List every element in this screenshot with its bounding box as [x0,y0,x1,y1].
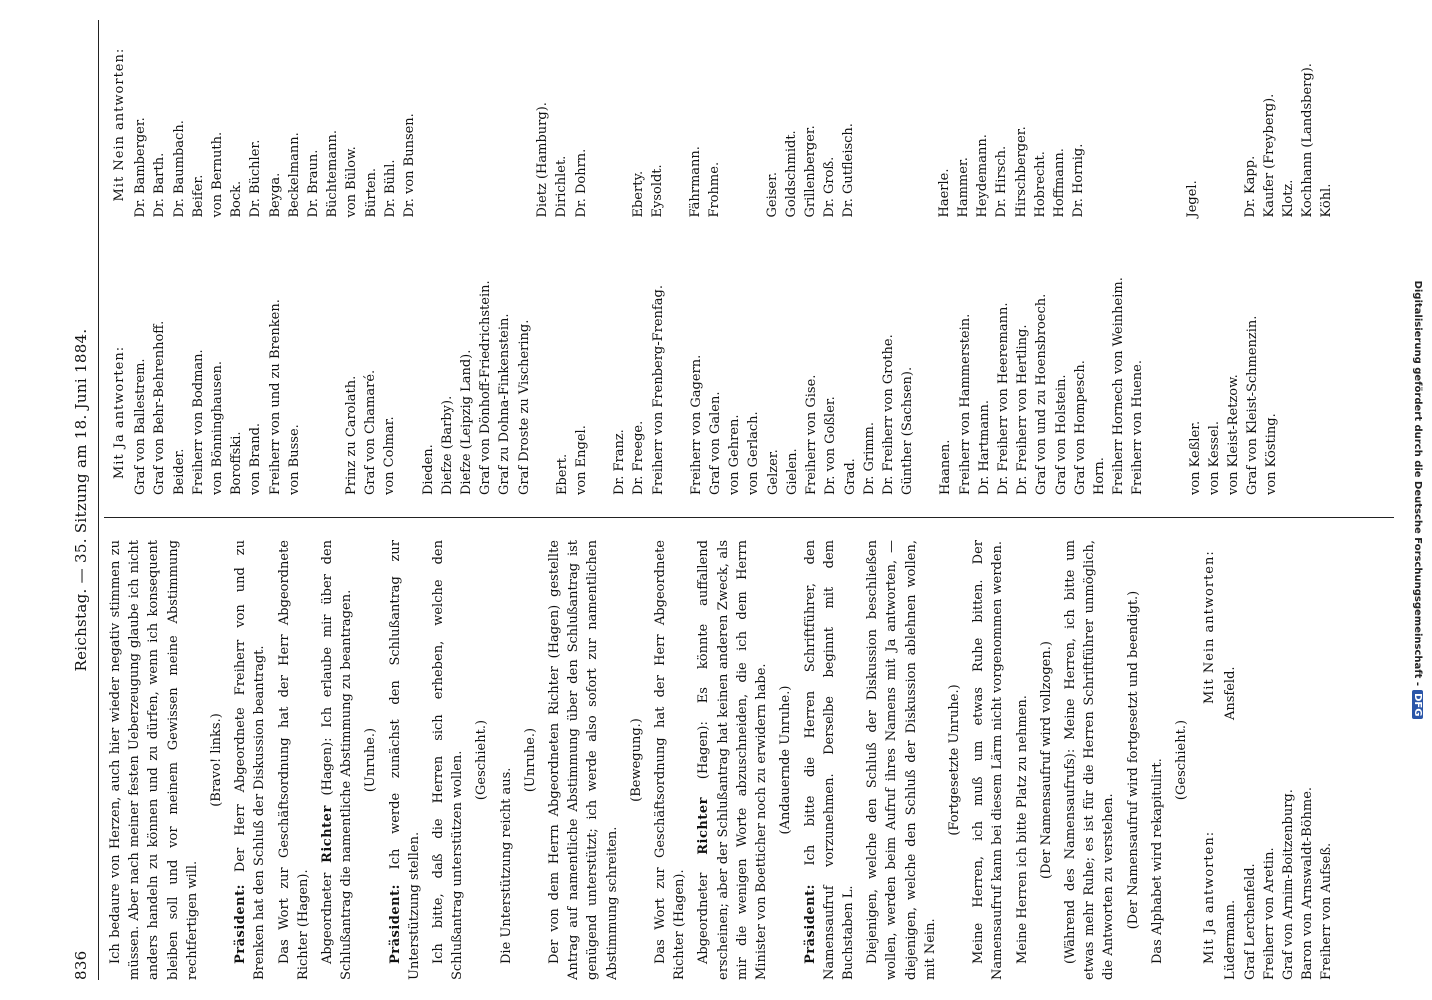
member-name: Dr. Kapp. [1242,155,1258,218]
speaker-name: Richter [696,797,712,855]
member-name: Geiser. [764,171,780,218]
member-name: Klotz. [1280,179,1296,218]
member-name: Freiherr Hornech von Weinheim. [1111,277,1127,495]
paragraph: Der von dem Herrn Abgeordneten Richter (Hagen) gestellte Antrag auf namentliche Abstimmung über den Schlußantrag ist genügend unterstützt; ich werde also sofort zur namentlichen Abstimmung schreiten. [547,540,620,980]
member-name: Dr. Freege. [631,420,647,495]
member-name: Graf von Dönhoff-Friedrichstein. [478,280,494,495]
member-name: Dr. Groß. [822,156,838,218]
list-gap [859,25,878,218]
member-name: Günther (Sachsen). [900,366,916,495]
member-name: Freiherr von Aufseß. [1319,842,1335,980]
member-name: Graf Lerchenfeld. [1242,863,1258,980]
member-name: Haanen. [938,439,954,495]
member-name: Ansfeld. [1223,666,1239,720]
member-name: von Bernuth. [210,131,226,218]
member-name: Dieden. [420,444,436,495]
remark: (Unruhe.) [522,727,538,793]
member-name: Dr. Freiherr von Heeremann. [995,302,1011,495]
list-gap [495,25,514,218]
speaker-prefix: Abgeordneter [696,872,712,964]
vote-yes-heading: Mit Ja antworten: [112,345,127,479]
remark: (Unruhe.) [363,727,379,793]
member-name: Fährmann. [688,146,704,218]
list-gap [419,25,438,218]
member-name: Dr. Freiherr von Hertling. [1015,324,1031,495]
member-name: Dirichlet. [554,155,570,218]
paragraph: Meine Herren ich bitte Platz zu nehmen. [1014,695,1030,964]
member-name: Graf von Ballestrem. [133,358,149,495]
right-column [106,25,1396,495]
member-name: Eysoldt. [650,164,666,218]
vote-no-heading: Mit Nein antworten: [1202,550,1218,704]
remark: (Der Namensaufruf wird vollzogen.) [1038,641,1054,879]
vote-columns [1196,540,1336,980]
left-column [106,540,1396,980]
member-name: Beckelmann. [286,132,302,218]
vote-yes-list [1221,728,1336,980]
member-name: Dr. Grimm. [861,421,877,495]
member-name: Beyga. [267,172,283,218]
member-name: Eberty. [630,170,646,218]
list-gap [1203,25,1222,218]
member-name: von Bönninghausen. [210,360,226,495]
speech-text: Ich werde zunächst den Schlußantrag zur Unterstützung stellen. [387,540,422,980]
speech-text: Der Herr Abgeordnete Freiherr von und zu Brenken hat den Schluß der Diskussion beantragt. [233,540,268,980]
speaker-name: Präsident: [387,884,403,964]
member-name: Kochhann (Landsberg). [1300,63,1316,218]
list-gap [667,25,686,218]
paragraph [231,540,269,980]
member-name: Bock. [229,180,245,218]
member-name: von Kösting. [1264,413,1280,495]
member-name: Freiherr von und zu Brenken. [267,299,283,495]
member-name: Horn. [1091,457,1107,495]
paragraph: Das Wort zur Geschäftsordnung hat der Herr Abgeordnete Richter (Hagen). [653,540,688,980]
remark: (Andauernde Unruhe.) [778,685,794,835]
list-gap [1126,25,1145,218]
speaker-name: Präsident: [233,884,249,964]
remark: (Der Namensaufruf wird fortgesetzt und beendigt.) [1125,590,1141,930]
member-name: Beider. [171,448,187,495]
member-name: Diefze (Leipzig Land). [459,349,475,495]
paragraph [386,540,424,980]
list-gap [438,25,457,218]
member-name: von Kleist-Retzow. [1225,374,1241,495]
speaker-name: Richter [320,805,336,863]
member-name: Freiherr von Hammerstein. [957,313,973,495]
member-name: Kaufer (Freyberg). [1261,93,1277,218]
member-name: Gelzer. [765,449,781,495]
member-name: Frohme. [707,161,723,218]
member-name: Dr. Gutfleisch. [841,123,857,218]
list-gap [897,25,916,218]
list-gap [1167,226,1186,496]
member-name: Dr. Hartmann. [976,400,992,495]
digitization-credit: Digitalisierung gefördert durch die Deutsche Forschungsgemeinschaft - [1412,280,1424,687]
member-name: Freiherr von Frenberg-Frenfag. [650,285,666,495]
paragraph [801,540,859,980]
dfg-logo-badge: DFG [1413,690,1424,719]
list-gap [1145,25,1164,218]
member-name: Grillenberger. [803,125,819,218]
member-name: Graf von Galen. [708,391,724,495]
member-name: Graf von Hompesch. [1072,360,1088,495]
member-name: Ebert. [554,453,570,495]
vote-no-column [1196,540,1336,720]
member-name: Graf von Kleist-Schmenzin. [1245,315,1261,495]
member-name: Graf von Behr-Behrenhoff. [152,320,168,495]
list-gap [591,25,610,218]
list-gap [400,226,419,496]
member-name: Dr. Franz. [612,429,628,495]
member-name: von Kessel. [1206,420,1222,495]
member-name: Dr. Freiherr von Grothe. [880,334,896,495]
paragraph: Meine Herren, ich muß um etwas Ruhe bitten. Der Namensaufruf kann bei diesem Lärm nicht vorgenommen werden. [971,540,1006,980]
member-name: Beifer. [190,174,206,218]
vote-yes-column [106,226,1337,496]
member-name: von Colmar. [382,416,398,495]
member-name: von Keßler. [1187,420,1203,495]
page-title: Reichstag. — 35. Sitzung am 18. Juni 1884. [72,328,90,672]
remark: (Bravo! links.) [209,713,225,807]
member-name: Hobrecht. [1032,151,1048,218]
member-name: Jegel. [1185,180,1201,218]
list-gap [725,25,744,218]
member-name: Dr. Dohrn. [573,148,589,218]
member-name: Hammer. [955,157,971,218]
member-name: Freiherr von Huene. [1130,360,1146,495]
member-name: Dr. Büchler. [248,139,264,218]
member-name: Baron von Arnswaldt-Böhme. [1300,786,1316,980]
list-gap [514,25,533,218]
vote-no-list [131,25,1336,218]
speaker-name: Präsident: [802,884,818,964]
remark: (Bewegung.) [628,718,644,802]
speaker-prefix: Abgeordneter [320,872,336,964]
remark: (Geschieht.) [1173,719,1189,801]
member-name: Freiherr von Aretin. [1261,847,1277,980]
member-name: Dr. Bamberger. [133,117,149,218]
member-name: Diefze (Barby). [439,395,455,495]
member-name: Dr. von Bunsen. [402,113,418,218]
member-name: Freiherr von Gagern. [688,354,704,495]
paragraph: Das Wort zur Geschäftsordnung hat der Herr Abgeordnete Richter (Hagen). [276,540,311,980]
list-gap [591,226,610,496]
member-name: Dr. Hirsch. [994,145,1010,218]
paragraph: Ich bitte, daß die Herren sich erheben, welche den Schlußantrag unterstützen wollen. [431,540,466,980]
document-page [58,0,1400,1000]
remark: (Fortgesetzte Unruhe.) [946,684,962,836]
list-gap [668,226,687,496]
vote-no-list [1221,540,1240,720]
member-name: Goldschmidt. [783,130,799,218]
member-name: Graf zu Dohna-Finkenstein. [497,313,513,495]
list-gap [878,25,897,218]
member-name: Freiherr von Bodman. [190,349,206,495]
list-gap [304,226,323,496]
member-name: Graf von Arnim-Boitzenburg. [1280,789,1296,980]
list-gap [1088,25,1107,218]
list-gap [457,25,476,218]
paragraph: Das Alphabet wird rekapitulirt. [1149,758,1165,964]
member-name: Gielen. [784,448,800,495]
member-name: von Brand. [248,422,264,495]
list-gap [1222,25,1241,218]
member-name: Hirschberger. [1013,126,1029,218]
member-name: Prinz zu Carolath. [344,375,360,495]
page-header [70,20,94,980]
member-name: Dr. Hornig. [1071,143,1087,218]
member-name: Graf Droste zu Vischering. [516,319,532,495]
list-gap [1148,226,1167,496]
list-gap [916,25,935,218]
list-gap [1164,25,1183,218]
member-name: Dr. von Goßler. [823,396,839,495]
member-name: von Bülow. [344,146,360,218]
list-gap [917,226,936,496]
member-name: Graf von und zu Hoensbroech. [1034,293,1050,495]
header-rule [98,20,99,980]
list-gap [476,25,495,218]
member-name: Dr. Braun. [306,149,322,218]
member-name: Grad. [842,458,858,495]
member-name: von Busse. [286,424,302,495]
member-name: Boroffski. [229,431,245,495]
column-divider [104,517,1394,518]
member-name: Graf von Holstein. [1053,374,1069,495]
paragraph: (Während des Namensaufrufs): Meine Herren, ich bitte um etwas mehr Ruhe; es ist für die Herren Schriftführer unmöglich, die Antworten zu verstehen. [1062,540,1117,980]
member-name: Hoffmann. [1051,148,1067,218]
paragraph [318,540,356,980]
vote-no-heading: Mit Nein antworten: [112,47,127,202]
member-name: Büchtemann. [325,130,341,218]
paragraph: Diejenigen, welche den Schluß der Diskussion beschließen wollen, werden beim Aufruf ihres Namens mit Ja antworten, — diejenigen, welche den Schluß der Diskussion ablehnen wollen, mit Nein. [865,540,938,980]
speech-text: (Hagen): Es könnte auffallend erscheinen; aber der Schlußantrag hat keinen anderen Zweck, als mir die wenigen Worte abzuschneiden, die ich dem Herrn Minister von Boetticher noch zu erwidern habe. [696,540,770,980]
vote-yes-list [131,226,1281,496]
member-name: von Engel. [574,425,590,495]
member-name: von Gehren. [727,414,743,495]
member-name: Graf von Chamaré. [363,369,379,495]
paragraph [694,540,771,980]
paragraph: Die Unterstützung reicht aus. [498,767,514,964]
list-gap [1107,25,1126,218]
speech-text: (Hagen): Ich erlaube mir über den Schlußantrag die namentliche Abstimmung zu beantragen. [320,540,355,980]
page-number: 836 [72,950,90,980]
digitization-sidebar [1410,10,1426,990]
list-gap [610,25,629,218]
list-gap [534,226,553,496]
member-name: Dr. Barth. [152,152,168,218]
member-name: Haerle. [936,168,952,218]
member-name: Heydemann. [975,134,991,218]
member-name: Freiherr von Gise. [804,374,820,495]
member-name: Dr. Bühl. [382,159,398,218]
member-name: Köhl. [1319,183,1335,218]
speech-text: Ich bitte die Herren Schriftführer, den Namensaufruf vorzunehmen. Derselbe beginnt mit dem Buchstaben L. [802,540,856,980]
member-name: Dietz (Hamburg). [535,102,551,218]
vote-no-column [106,25,1337,218]
paragraph: Ich bedaure von Herzen, auch hier wieder negativ stimmen zu müssen. Aber nach meiner festen Ueberzeugung glaube ich nicht anders handeln zu können und zu dürfen, wenn ich konsequent bleiben soll und vor meinem Gewissen meine Abstimmung rechtfertigen will. [108,540,200,980]
list-gap [323,226,342,496]
member-name: Lüdermann. [1223,899,1239,980]
member-name: Dr. Baumbach. [171,120,187,218]
vote-columns [106,25,1337,495]
member-name: von Gerlach. [746,411,762,495]
list-gap [744,25,763,218]
remark: (Geschieht.) [474,719,490,801]
vote-yes-heading: Mit Ja antworten: [1202,830,1218,964]
member-name: Bürten. [363,167,379,218]
vote-yes-column [1196,728,1336,980]
